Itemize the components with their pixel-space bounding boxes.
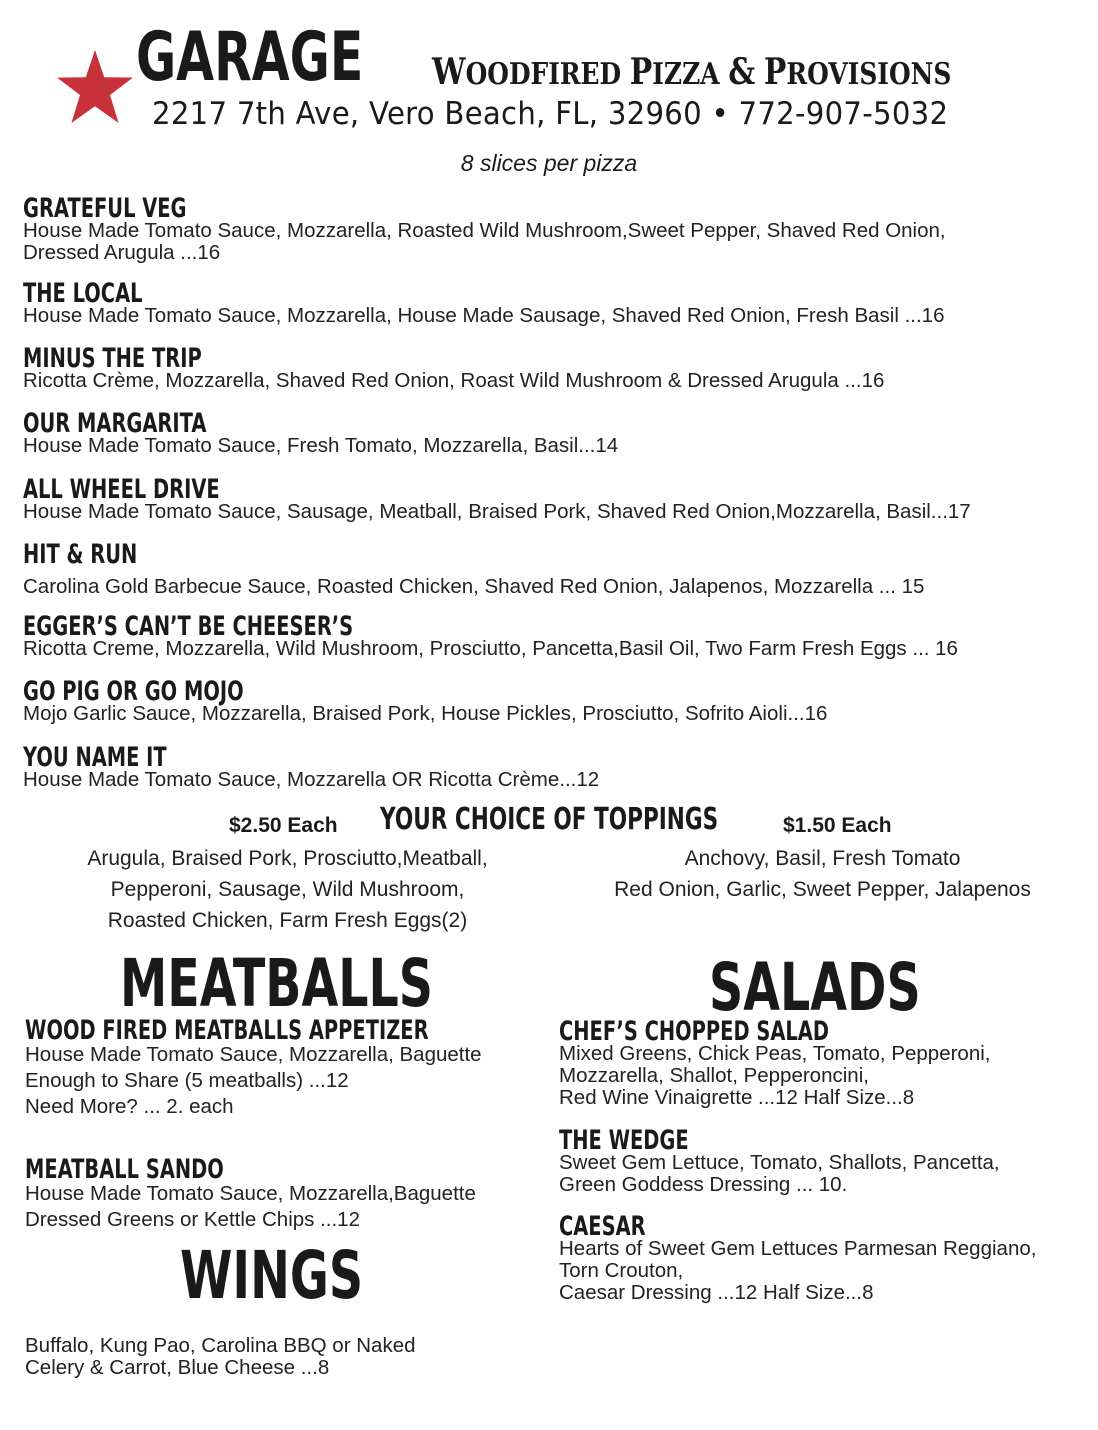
toppings-price-right: $1.50 Each [783, 814, 892, 837]
menu-item [25, 1016, 586, 1120]
brand-subtitle: WOODFIRED PIZZA & PROVISIONS [432, 51, 952, 93]
pizza-item [23, 344, 884, 392]
item-name: WOOD FIRED MEATBALLS APPETIZER [25, 1015, 429, 1046]
item-name: THE WEDGE [559, 1125, 689, 1156]
pizza-description: House Made Tomato Sauce, Mozzarella, Roasted Wild Mushroom,Sweet Pepper, Shaved Red Onion, Dressed Arugula ...16 [23, 219, 946, 264]
pizza-item [23, 279, 945, 327]
meatballs-title: MEATBALLS [120, 945, 434, 1022]
menu-item [559, 1126, 1000, 1196]
pizza-name: GO PIG OR GO MOJO [23, 676, 244, 707]
pizza-name: ALL WHEEL DRIVE [23, 474, 220, 505]
item-name: CHEF’S CHOPPED SALAD [559, 1016, 829, 1047]
pizza-item [23, 475, 971, 523]
toppings-title: YOUR CHOICE OF TOPPINGS [380, 802, 719, 837]
item-name: MEATBALL SANDO [25, 1154, 224, 1185]
item-name: CAESAR [559, 1211, 646, 1242]
pizza-name: THE LOCAL [23, 278, 143, 309]
pizza-name: MINUS THE TRIP [23, 343, 202, 374]
brand-name: GARAGE [136, 18, 364, 97]
pizza-description: Mojo Garlic Sauce, Mozzarella, Braised Pork, House Pickles, Prosciutto, Sofrito Aioli...16 [23, 702, 828, 725]
pizza-description: House Made Tomato Sauce, Mozzarella OR Ricotta Crème...12 [23, 768, 600, 791]
pizza-description: House Made Tomato Sauce, Fresh Tomato, Mozzarella, Basil...14 [23, 434, 619, 457]
star-logo-icon [56, 50, 134, 124]
wings-description: Buffalo, Kung Pao, Carolina BBQ or Naked Celery & Carrot, Blue Cheese ...8 [25, 1334, 416, 1379]
pizza-item [23, 743, 599, 791]
pizza-name: EGGER’S CAN’T BE CHEESER’S [23, 611, 354, 642]
pizza-description: Carolina Gold Barbecue Sauce, Roasted Chicken, Shaved Red Onion, Jalapenos, Mozzarella ... 15 [23, 575, 925, 598]
pizza-item [23, 540, 924, 598]
pizza-item [23, 677, 827, 725]
slices-note: 8 slices per pizza [460, 150, 638, 176]
pizza-name: HIT & RUN [23, 539, 138, 570]
pizza-description: House Made Tomato Sauce, Mozzarella, House Made Sausage, Shaved Red Onion, Fresh Basil ...16 [23, 304, 945, 327]
toppings-price-left: $2.50 Each [229, 814, 338, 837]
item-description: Sweet Gem Lettuce, Tomato, Shallots, Pancetta, Green Goddess Dressing ... 10. [559, 1151, 1000, 1196]
pizza-name: YOU NAME IT [23, 742, 167, 773]
item-description: Mixed Greens, Chick Peas, Tomato, Pepperoni, Mozzarella, Shallot, Pepperoncini, Red Wine Vinaigrette ...12 Half Size...8 [559, 1042, 991, 1109]
pizza-description: House Made Tomato Sauce, Sausage, Meatball, Braised Pork, Shaved Red Onion,Mozzarella, Basil...17 [23, 500, 971, 523]
toppings-list-right: Anchovy, Basil, Fresh Tomato Red Onion, Garlic, Sweet Pepper, Jalapenos [614, 847, 1031, 901]
menu-item [559, 1212, 1036, 1304]
address-phone: 2217 7th Ave, Vero Beach, FL, 32960 • 772-907-5032 [152, 96, 949, 132]
pizza-name: OUR MARGARITA [23, 408, 207, 439]
menu-item [559, 1017, 990, 1109]
pizza-description: Ricotta Creme, Mozzarella, Wild Mushroom, Prosciutto, Pancetta,Basil Oil, Two Farm Fresh Eggs ... 16 [23, 637, 958, 660]
pizza-item [23, 409, 618, 457]
pizza-description: Ricotta Crème, Mozzarella, Shaved Red Onion, Roast Wild Mushroom & Dressed Arugula ...16 [23, 369, 885, 392]
salads-title: SALADS [709, 949, 921, 1026]
pizza-name: GRATEFUL VEG [23, 193, 187, 224]
item-description: House Made Tomato Sauce, Mozzarella, Baguette Enough to Share (5 meatballs) ...12 Need More? ... 2. each [25, 1043, 482, 1118]
pizza-item [23, 194, 946, 264]
toppings-list-left: Arugula, Braised Pork, Prosciutto,Meatball, Pepperoni, Sausage, Wild Mushroom, Roasted Chicken, Farm Fresh Eggs(2) [87, 847, 488, 932]
menu-item [25, 1155, 476, 1233]
item-description: House Made Tomato Sauce, Mozzarella,Baguette Dressed Greens or Kettle Chips ...12 [25, 1182, 476, 1231]
wings-title: WINGS [180, 1237, 364, 1314]
pizza-item [23, 612, 958, 660]
item-description: Hearts of Sweet Gem Lettuces Parmesan Reggiano, Torn Crouton, Caesar Dressing ...12 Half Size...8 [559, 1237, 1037, 1304]
